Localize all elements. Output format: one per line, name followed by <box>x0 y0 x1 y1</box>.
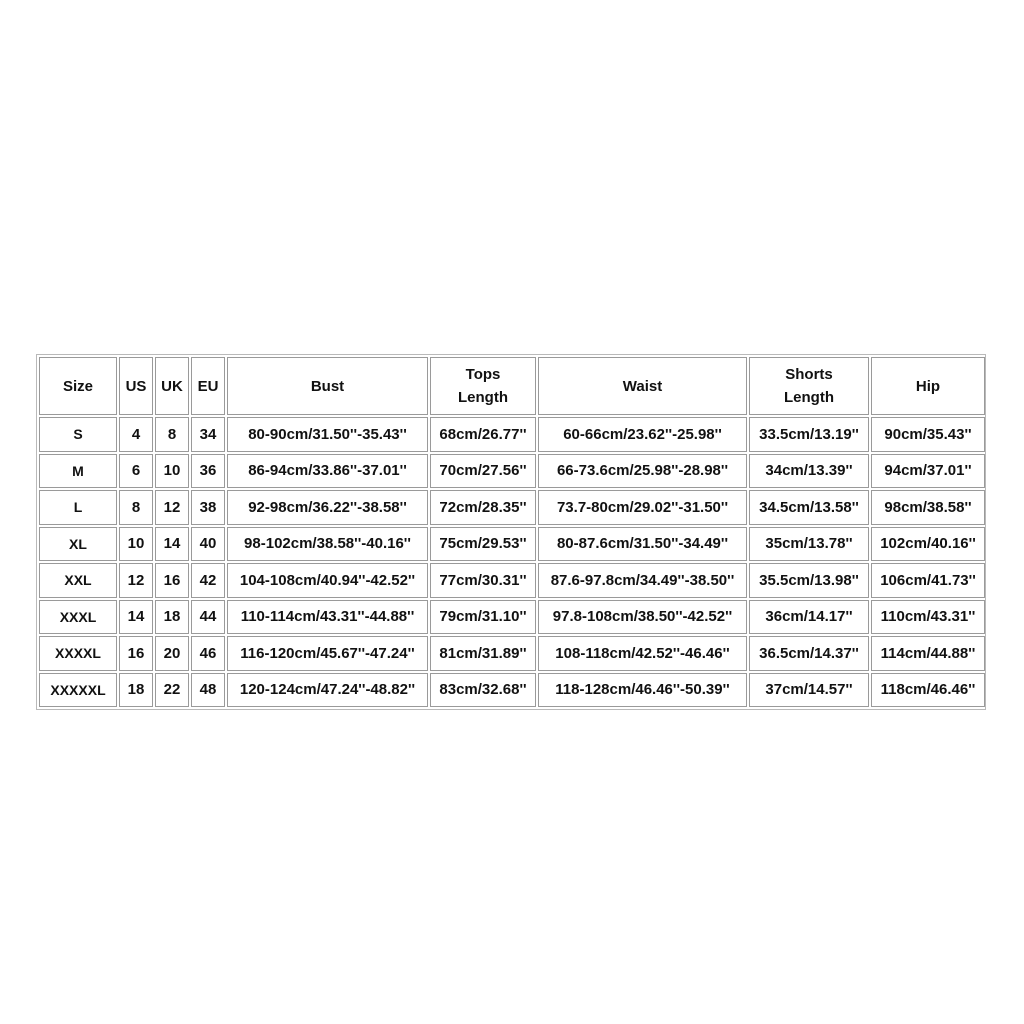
size-chart <box>36 354 986 710</box>
column-header-size: Size <box>39 357 117 415</box>
cell-shorts-length: 35cm/13.78'' <box>749 527 869 562</box>
cell-size: XXL <box>39 563 117 598</box>
column-header-waist: Waist <box>538 357 747 415</box>
cell-eu: 46 <box>191 636 225 671</box>
cell-uk: 22 <box>155 673 189 708</box>
cell-size: M <box>39 454 117 489</box>
cell-hip: 114cm/44.88'' <box>871 636 985 671</box>
cell-bust: 116-120cm/45.67''-47.24'' <box>227 636 428 671</box>
cell-hip: 94cm/37.01'' <box>871 454 985 489</box>
cell-shorts-length: 36.5cm/14.37'' <box>749 636 869 671</box>
table-row <box>39 417 985 452</box>
table-row <box>39 527 985 562</box>
cell-waist: 66-73.6cm/25.98''-28.98'' <box>538 454 747 489</box>
cell-eu: 38 <box>191 490 225 525</box>
cell-bust: 110-114cm/43.31''-44.88'' <box>227 600 428 635</box>
cell-us: 18 <box>119 673 153 708</box>
header-row <box>39 357 985 415</box>
cell-hip: 102cm/40.16'' <box>871 527 985 562</box>
cell-tops-length: 75cm/29.53'' <box>430 527 536 562</box>
cell-size: XXXL <box>39 600 117 635</box>
table-row <box>39 600 985 635</box>
cell-uk: 8 <box>155 417 189 452</box>
cell-us: 8 <box>119 490 153 525</box>
cell-bust: 80-90cm/31.50''-35.43'' <box>227 417 428 452</box>
cell-us: 12 <box>119 563 153 598</box>
cell-shorts-length: 34cm/13.39'' <box>749 454 869 489</box>
cell-eu: 34 <box>191 417 225 452</box>
cell-waist: 97.8-108cm/38.50''-42.52'' <box>538 600 747 635</box>
cell-waist: 118-128cm/46.46''-50.39'' <box>538 673 747 708</box>
cell-uk: 16 <box>155 563 189 598</box>
cell-eu: 48 <box>191 673 225 708</box>
column-header-uk: UK <box>155 357 189 415</box>
size-chart-table <box>37 355 987 709</box>
cell-tops-length: 83cm/32.68'' <box>430 673 536 708</box>
cell-hip: 110cm/43.31'' <box>871 600 985 635</box>
cell-size: S <box>39 417 117 452</box>
cell-bust: 120-124cm/47.24''-48.82'' <box>227 673 428 708</box>
table-row <box>39 454 985 489</box>
cell-hip: 90cm/35.43'' <box>871 417 985 452</box>
column-header-shorts-length: Shorts Length <box>749 357 869 415</box>
column-header-tops-length: Tops Length <box>430 357 536 415</box>
cell-tops-length: 68cm/26.77'' <box>430 417 536 452</box>
cell-uk: 10 <box>155 454 189 489</box>
cell-eu: 44 <box>191 600 225 635</box>
column-header-hip: Hip <box>871 357 985 415</box>
cell-bust: 92-98cm/36.22''-38.58'' <box>227 490 428 525</box>
column-header-bust: Bust <box>227 357 428 415</box>
cell-bust: 98-102cm/38.58''-40.16'' <box>227 527 428 562</box>
cell-tops-length: 72cm/28.35'' <box>430 490 536 525</box>
cell-us: 16 <box>119 636 153 671</box>
cell-uk: 18 <box>155 600 189 635</box>
cell-shorts-length: 35.5cm/13.98'' <box>749 563 869 598</box>
cell-waist: 60-66cm/23.62''-25.98'' <box>538 417 747 452</box>
cell-shorts-length: 37cm/14.57'' <box>749 673 869 708</box>
cell-us: 4 <box>119 417 153 452</box>
cell-bust: 104-108cm/40.94''-42.52'' <box>227 563 428 598</box>
cell-size: XXXXXL <box>39 673 117 708</box>
cell-tops-length: 81cm/31.89'' <box>430 636 536 671</box>
cell-waist: 73.7-80cm/29.02''-31.50'' <box>538 490 747 525</box>
cell-shorts-length: 36cm/14.17'' <box>749 600 869 635</box>
table-row <box>39 490 985 525</box>
column-header-us: US <box>119 357 153 415</box>
cell-size: XL <box>39 527 117 562</box>
cell-tops-length: 77cm/30.31'' <box>430 563 536 598</box>
cell-hip: 106cm/41.73'' <box>871 563 985 598</box>
cell-uk: 14 <box>155 527 189 562</box>
cell-uk: 20 <box>155 636 189 671</box>
cell-us: 6 <box>119 454 153 489</box>
cell-us: 14 <box>119 600 153 635</box>
cell-tops-length: 70cm/27.56'' <box>430 454 536 489</box>
cell-eu: 36 <box>191 454 225 489</box>
cell-size: L <box>39 490 117 525</box>
cell-waist: 87.6-97.8cm/34.49''-38.50'' <box>538 563 747 598</box>
cell-waist: 80-87.6cm/31.50''-34.49'' <box>538 527 747 562</box>
cell-shorts-length: 33.5cm/13.19'' <box>749 417 869 452</box>
cell-hip: 98cm/38.58'' <box>871 490 985 525</box>
cell-tops-length: 79cm/31.10'' <box>430 600 536 635</box>
cell-waist: 108-118cm/42.52''-46.46'' <box>538 636 747 671</box>
table-row <box>39 563 985 598</box>
cell-uk: 12 <box>155 490 189 525</box>
table-body <box>39 417 985 707</box>
cell-us: 10 <box>119 527 153 562</box>
cell-bust: 86-94cm/33.86''-37.01'' <box>227 454 428 489</box>
cell-eu: 42 <box>191 563 225 598</box>
column-header-eu: EU <box>191 357 225 415</box>
cell-size: XXXXL <box>39 636 117 671</box>
table-row <box>39 636 985 671</box>
cell-hip: 118cm/46.46'' <box>871 673 985 708</box>
cell-eu: 40 <box>191 527 225 562</box>
cell-shorts-length: 34.5cm/13.58'' <box>749 490 869 525</box>
table-row <box>39 673 985 708</box>
